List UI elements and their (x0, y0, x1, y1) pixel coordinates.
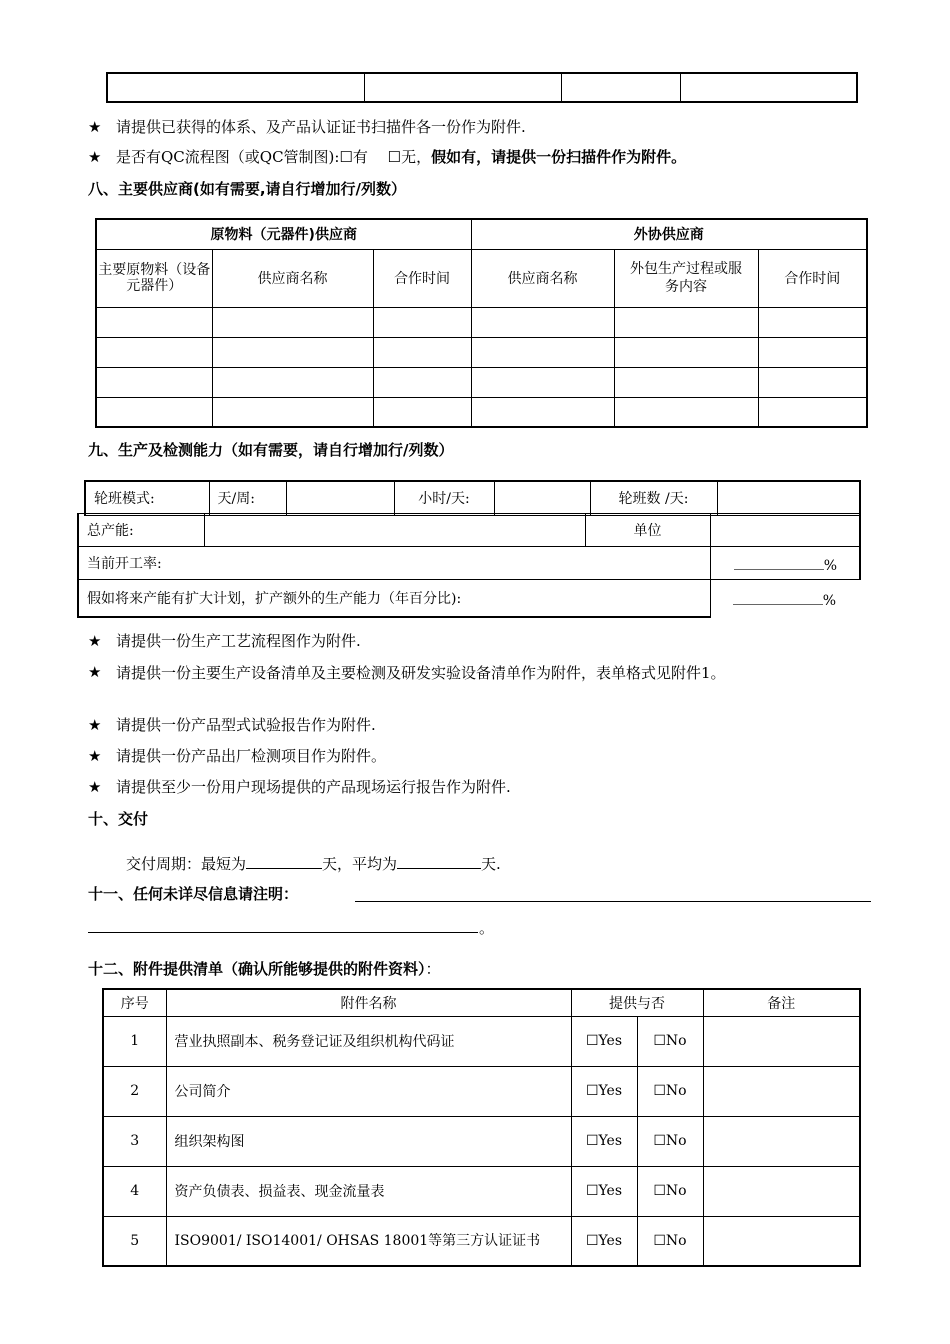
row-no: 5 (103, 1216, 166, 1266)
section11-title: 十一、任何未详尽信息请注明： (88, 885, 299, 903)
cell[interactable] (373, 397, 471, 427)
star-icon: ★ (88, 632, 102, 650)
capacity-table (77, 513, 861, 547)
yes-checkbox[interactable]: ☐Yes (571, 1116, 637, 1166)
utilization-label: 当前开工率: (78, 547, 710, 580)
cell[interactable] (96, 397, 212, 427)
row-remark[interactable] (703, 1166, 860, 1216)
cell[interactable] (681, 73, 858, 102)
cell[interactable] (373, 307, 471, 337)
cell[interactable] (614, 397, 758, 427)
expansion-input[interactable] (710, 580, 860, 617)
row-no: 1 (103, 1016, 166, 1066)
header-material: 主要原物料（设备元器件） (96, 249, 212, 307)
header-supplier-name-2: 供应商名称 (471, 249, 614, 307)
cell[interactable] (562, 73, 681, 102)
capacity-note (88, 746, 386, 766)
header-supplier-name: 供应商名称 (212, 249, 373, 307)
cell[interactable] (471, 397, 614, 427)
unit-input[interactable] (710, 514, 860, 547)
yes-checkbox[interactable]: ☐Yes (571, 1016, 637, 1066)
cell[interactable] (758, 307, 867, 337)
delivery-label: 天. (481, 855, 501, 873)
days-per-week-input[interactable] (286, 481, 394, 515)
attachment-table (102, 988, 861, 1267)
star-icon: ★ (88, 716, 102, 734)
yes-checkbox[interactable]: ☐Yes (571, 1216, 637, 1266)
row-name: 组织架构图 (166, 1116, 571, 1166)
shifts-per-day-label: 轮班数 /天: (590, 481, 717, 515)
remarks-input-line-1[interactable] (355, 901, 871, 902)
hours-per-day-input[interactable] (494, 481, 590, 515)
yes-checkbox[interactable]: ☐Yes (571, 1166, 637, 1216)
star-icon: ★ (88, 778, 102, 796)
section12-heading (88, 959, 441, 979)
group-outsource: 外协供应商 (471, 219, 867, 249)
shift-table (84, 480, 861, 516)
delivery-line (126, 852, 501, 874)
cell[interactable] (212, 397, 373, 427)
cell[interactable] (758, 337, 867, 367)
cell[interactable] (471, 307, 614, 337)
row-remark[interactable] (703, 1016, 860, 1066)
note-text: 请提供一份产品型式试验报告作为附件. (116, 716, 376, 734)
star-icon: ★ (88, 148, 102, 166)
section9-title: 九、生产及检测能力（如有需要，请自行增加行/列数） (88, 441, 454, 459)
row-no: 2 (103, 1066, 166, 1116)
remarks-input-line-2[interactable] (88, 932, 478, 933)
cell[interactable] (758, 367, 867, 397)
note-text: 请提供一份生产工艺流程图作为附件. (116, 632, 361, 650)
cell[interactable] (471, 337, 614, 367)
min-days-input[interactable] (246, 852, 322, 869)
row-no: 4 (103, 1166, 166, 1216)
cell[interactable] (373, 367, 471, 397)
supplier-table (95, 218, 868, 428)
cell[interactable] (212, 367, 373, 397)
table-row (103, 1016, 860, 1066)
note-text: 请提供已获得的体系、及产品认证证书扫描件各一份作为附件. (116, 118, 526, 136)
percent-sign: % (823, 557, 837, 574)
section12-colon: ： (425, 960, 441, 978)
header-no: 序号 (103, 989, 166, 1016)
qc-note (88, 147, 686, 167)
no-checkbox[interactable]: ☐No (637, 1116, 703, 1166)
section8-title: 八、主要供应商(如有需要,请自行增加行/列数） (88, 180, 407, 198)
table-row (103, 1066, 860, 1116)
header-provided: 提供与否 (571, 989, 703, 1016)
hours-per-day-label: 小时/天: (394, 481, 494, 515)
cell[interactable] (614, 307, 758, 337)
capacity-note (88, 662, 878, 684)
header-remark: 备注 (703, 989, 860, 1016)
days-per-week-label: 天/周: (209, 481, 286, 515)
section10-title: 十、交付 (88, 810, 149, 828)
note-bold: 假如有，请提供一份扫描件作为附件。 (431, 148, 687, 166)
row-name: 公司简介 (166, 1066, 571, 1116)
no-checkbox[interactable]: ☐No (637, 1166, 703, 1216)
header-coop-time-2: 合作时间 (758, 249, 867, 307)
note-text: 是否有QC流程图（或QC管制图):☐有 ☐无， (116, 148, 432, 166)
avg-days-input[interactable] (397, 852, 481, 869)
shifts-per-day-input[interactable] (717, 481, 860, 515)
cell[interactable] (614, 337, 758, 367)
header-outsource-content: 外包生产过程或服务内容 (614, 249, 758, 307)
remarks-end: 。 (479, 919, 495, 937)
cell[interactable] (96, 307, 212, 337)
total-capacity-input[interactable] (204, 514, 585, 547)
table-row (103, 1116, 860, 1166)
cell[interactable] (96, 367, 212, 397)
header-name: 附件名称 (166, 989, 571, 1016)
unit-label: 单位 (585, 514, 710, 547)
cell[interactable] (614, 367, 758, 397)
capacity-note (88, 715, 376, 735)
cell[interactable] (96, 337, 212, 367)
row-name: 营业执照副本、税务登记证及组织机构代码证 (166, 1016, 571, 1066)
yes-checkbox[interactable]: ☐Yes (571, 1066, 637, 1116)
row-name: 资产负债表、损益表、现金流量表 (166, 1166, 571, 1216)
row-remark[interactable] (703, 1216, 860, 1266)
note-text: 请提供至少一份用户现场提供的产品现场运行报告作为附件. (116, 778, 511, 796)
cell[interactable] (758, 397, 867, 427)
star-icon: ★ (88, 663, 102, 681)
group-raw-material: 原物料（元器件)供应商 (96, 219, 471, 249)
cert-note (88, 117, 526, 137)
row-remark[interactable] (703, 1116, 860, 1166)
no-checkbox[interactable]: ☐No (637, 1216, 703, 1266)
capacity-note (88, 777, 511, 797)
cell[interactable] (212, 307, 373, 337)
cell[interactable] (365, 73, 562, 102)
section12-title: 十二、附件提供清单（确认所能够提供的附件资料） (88, 960, 426, 978)
utilization-table (77, 546, 861, 618)
shift-mode-label: 轮班模式: (85, 481, 209, 515)
no-checkbox[interactable]: ☐No (637, 1016, 703, 1066)
note-text: 请提供一份产品出厂检测项目作为附件。 (116, 747, 387, 765)
table-row (103, 1166, 860, 1216)
note-text: 请提供一份主要生产设备清单及主要检测及研发实验设备清单作为附件，表单格式见附件1。 (116, 664, 726, 682)
row-name: ISO9001/ ISO14001/ OHSAS 18001等第三方认证证书 (166, 1216, 571, 1266)
cell[interactable] (471, 367, 614, 397)
expansion-label: 假如将来产能有扩大计划，扩产额外的生产能力（年百分比): (78, 580, 710, 617)
no-checkbox[interactable]: ☐No (637, 1066, 703, 1116)
row-no: 3 (103, 1116, 166, 1166)
cell[interactable] (107, 73, 365, 102)
utilization-input[interactable] (710, 547, 860, 580)
delivery-label: 天，平均为 (322, 855, 398, 873)
row-remark[interactable] (703, 1066, 860, 1116)
table-row (103, 1216, 860, 1266)
star-icon: ★ (88, 118, 102, 136)
delivery-label: 交付周期：最短为 (126, 855, 247, 873)
cell[interactable] (212, 337, 373, 367)
capacity-note (88, 631, 361, 651)
percent-sign: % (822, 592, 836, 609)
star-icon: ★ (88, 747, 102, 765)
total-capacity-label: 总产能: (78, 514, 204, 547)
header-coop-time: 合作时间 (373, 249, 471, 307)
top-residual-table (106, 72, 858, 103)
cell[interactable] (373, 337, 471, 367)
